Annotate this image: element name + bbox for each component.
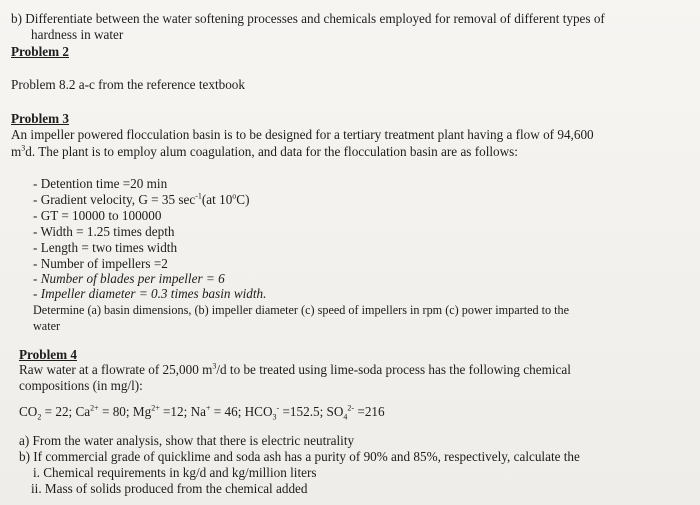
na-sup: + — [205, 403, 211, 413]
problem4-heading: Problem 4 — [19, 347, 77, 362]
problem4-intro-line2: compositions (in mg/l): — [19, 378, 143, 393]
gradient-post: (at 10 — [201, 192, 233, 207]
gradient-pre: - Gradient velocity, G = 35 sec — [33, 192, 196, 207]
problem4-part-a: a) From the water analysis, show that there is electric neutrality — [19, 433, 355, 448]
so4-sub: 4 — [343, 412, 348, 422]
so4-sup: 2- — [347, 403, 355, 413]
problem4-part-b: b) If commercial grade of quicklime and soda ash has a purity of 90% and 85%, respectively, calculate the — [19, 449, 580, 464]
hco3-b: =152.5; SO — [279, 404, 344, 419]
p4-intro1-post: /d to be treated using lime-soda process has the following chemical — [216, 362, 571, 377]
item-detention: - Detention time =20 min — [33, 176, 168, 191]
co2-a: CO — [19, 404, 38, 419]
item-gradient — [33, 192, 249, 208]
problem4-part-b-i: i. Chemical requirements in kg/d and kg/million liters — [33, 465, 317, 480]
p4-intro1-pre: Raw water at a flowrate of 25,000 m — [19, 362, 213, 377]
na-b: = 46; HCO — [210, 404, 273, 419]
item-width: - Width = 1.25 times depth — [33, 224, 175, 239]
ca-b: = 80; Mg — [98, 404, 152, 419]
ca-sup: 2+ — [90, 403, 99, 413]
gradient-end: C) — [236, 192, 250, 207]
problem4-part-b-ii: ii. Mass of solids produced from the chemical added — [31, 481, 308, 496]
problem3-heading: Problem 3 — [11, 111, 69, 126]
problem2-heading: Problem 2 — [11, 44, 69, 59]
mg-b: =12; Na — [159, 404, 206, 419]
item-gt: - GT = 10000 to 100000 — [33, 208, 162, 223]
item-num-blades: - Number of blades per impeller = 6 — [33, 271, 225, 286]
problem2-text: Problem 8.2 a-c from the reference textbook — [11, 77, 245, 92]
co2-b: = 22; Ca — [41, 404, 91, 419]
water-composition — [19, 404, 385, 420]
co2-sub: 2 — [37, 412, 42, 422]
item-impeller-diameter: - Impeller diameter = 0.3 times basin width. — [33, 286, 267, 301]
hco3-sub: 3 — [272, 412, 277, 422]
intro2-post: d. The plant is to employ alum coagulation, and data for the flocculation basin are as follows: — [25, 144, 518, 159]
section-b-line1: b) Differentiate between the water softening processes and chemicals employed for removal of different types of — [11, 11, 605, 26]
problem4-intro-line1 — [19, 362, 571, 378]
item-num-impellers: - Number of impellers =2 — [33, 256, 168, 271]
section-b-line2: hardness in water — [31, 27, 124, 42]
mg-sup: 2+ — [151, 403, 160, 413]
problem3-determine-line1: Determine (a) basin dimensions, (b) impeller diameter (c) speed of impellers in rpm (c) power imparted to the — [33, 303, 570, 317]
intro2-pre: m — [11, 144, 22, 159]
problem3-intro-line1: An impeller powered flocculation basin is to be designed for a tertiary treatment plant having a flow of 94,600 — [11, 127, 594, 142]
problem3-intro-line2: $m^3d$. The plant is to employ alum coagulation, and data for the flocculation basin are as follows: — [11, 143, 518, 159]
hco3-sup: - — [276, 403, 280, 413]
gradient-sup: -1 — [195, 191, 202, 201]
item-length: - Length = two times width — [33, 240, 178, 255]
so4-b: =216 — [354, 404, 385, 419]
p4-intro1-sup: 3 — [212, 361, 217, 371]
gradient-deg: o — [232, 191, 237, 201]
problem3-determine-line2: water — [33, 319, 61, 333]
